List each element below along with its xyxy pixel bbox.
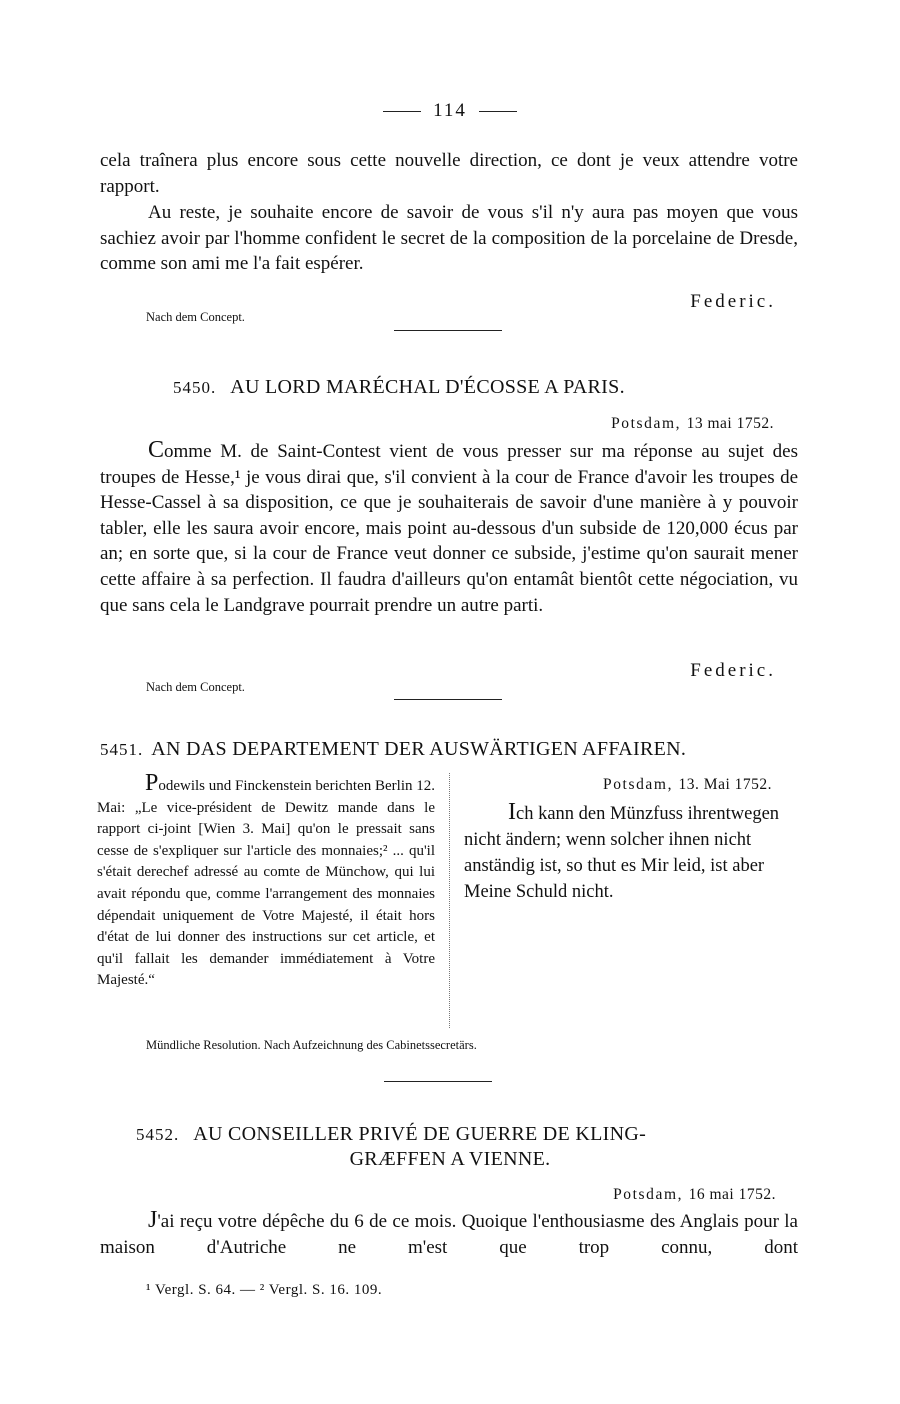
letter-5450-date-place: Potsdam, [611, 415, 682, 432]
letter-5450-title: AU LORD MARÉCHAL D'ÉCOSSE A PARIS. [230, 376, 625, 398]
letter-5451-source-note: Mündliche Resolution. Nach Aufzeichnung des Cabinetssecretärs. [146, 1038, 477, 1052]
letter-5452-date-line [613, 1186, 776, 1204]
letter-5451-report-summary [97, 770, 435, 992]
letter-5452-title-line-2: GRÆFFEN A VIENNE. [349, 1148, 551, 1170]
header-dash-right [479, 111, 517, 112]
letter-5452-heading-line-2 [0, 1148, 900, 1171]
letter-5451-title: AN DAS DEPARTEMENT DER AUSWÄRTIGEN AFFAIREN. [151, 738, 687, 760]
letter-5451-heading [100, 738, 800, 761]
letter-5449-source-note: Nach dem Concept. [146, 310, 245, 324]
letter-5450-source-note: Nach dem Concept. [146, 680, 245, 694]
letter-5451-resolution-text: ch kann den Münzfuss ihrentwegen nicht ändern; wenn solcher ihnen nicht anständig ist, so thut es Mir leid, ist aber Meine Schuld nicht. [464, 804, 780, 902]
letter-5450-date-line [611, 415, 774, 433]
letter-5452-date-place: Potsdam, [613, 1186, 684, 1203]
letter-5451-number: 5451. [100, 740, 144, 759]
letter-5452-heading-line-1 [136, 1123, 776, 1146]
section-divider [394, 330, 502, 331]
letter-5451-resolution [464, 799, 794, 905]
letter-5450-heading [173, 376, 813, 399]
letter-5450-body-text: omme M. de Saint-Contest vient de vous presser sur ma réponse au sujet des troupes de Hesse,¹ je vous dirai que, s'il convient à la cour de France d'avoir les troupes de Hesse-Cassel à sa disposition, ce que je souhaiterais de savoir d'une manière à y pouvoir tabler, elle les saura avoir encore, mais point au-dessous d'un subside de 120,000 écus par an; en sorte que, si la cour de France veut donner ce subside, j'estime qu'on saurait mener cette affaire à sa perfection. Il faudra d'ailleurs qu'on entamât bientôt cette négociation, vu que sans cela le Landgrave pourrait prendre un autre parti. [100, 441, 798, 616]
footnotes: ¹ Vergl. S. 64. — ² Vergl. S. 16. 109. [146, 1282, 383, 1298]
letter-5451-resolution-dropcap: I [508, 799, 516, 825]
letter-5451-date-place: Potsdam, [602, 776, 674, 793]
letter-5451-report-dropcap: P [145, 770, 159, 796]
letter-5452-body-text: 'ai reçu votre dépêche du 6 de ce mois. Quoique l'enthousiasme des Anglais pour la maison d'Autriche ne m'est que trop connu, dont [100, 1211, 798, 1258]
page-number-header [0, 100, 900, 122]
section-divider [384, 1081, 492, 1082]
letter-5450-signature: Federic. [690, 660, 776, 681]
letter-5452-title-line-1: AU CONSEILLER PRIVÉ DE GUERRE DE KLING- [193, 1123, 647, 1145]
column-divider [449, 773, 450, 1028]
section-divider [394, 699, 502, 700]
letter-5449-paragraph-2-text: Au reste, je souhaite encore de savoir de vous s'il n'y aura pas moyen que vous sachiez avoir par l'homme confident le secret de la composition de la porcelaine de Dresde, comme son ami me l'a fait espérer. [100, 202, 798, 275]
letter-5449-paragraph-1: cela traînera plus encore sous cette nouvelle direction, ce dont je veux attendre votre rapport. [100, 150, 798, 197]
letter-5450-number: 5450. [173, 378, 217, 397]
letter-5451-report-text: odewils und Finckenstein berichten Berlin 12. Mai: „Le vice-président de Dewitz mande dans le rapport ci-joint [Wien 3. Mai] qu'on le pressait sans cesse de s'expliquer sur l'article des monnaies;² ... qu'il s'était derechef adressé au comte de Münchow, qui lui avait répondu que, comme l'arrangement des monnaies dépendait uniquement de Votre Majesté, il était hors d'état de lui donner des instructions sur cet article, et qu'il fallait les demander immédiatement à Votre Majesté.“ [97, 778, 435, 989]
page-number: 114 [433, 100, 467, 121]
letter-5450-date: 13 mai 1752. [686, 415, 774, 432]
letter-5452-dropcap: J [148, 1207, 158, 1233]
letter-5451-date: 13. Mai 1752. [678, 776, 772, 793]
header-dash-left [383, 111, 421, 112]
letter-5452-body [100, 1208, 798, 1260]
letter-5449-paragraph-2 [100, 200, 798, 277]
letter-5450-body [100, 438, 798, 618]
letter-5450-dropcap: C [148, 437, 165, 463]
letter-5449-signature: Federic. [690, 291, 776, 312]
letter-5452-date: 16 mai 1752. [688, 1186, 776, 1203]
letter-5452-number: 5452. [136, 1125, 180, 1144]
letter-5451-date-line [603, 776, 772, 794]
